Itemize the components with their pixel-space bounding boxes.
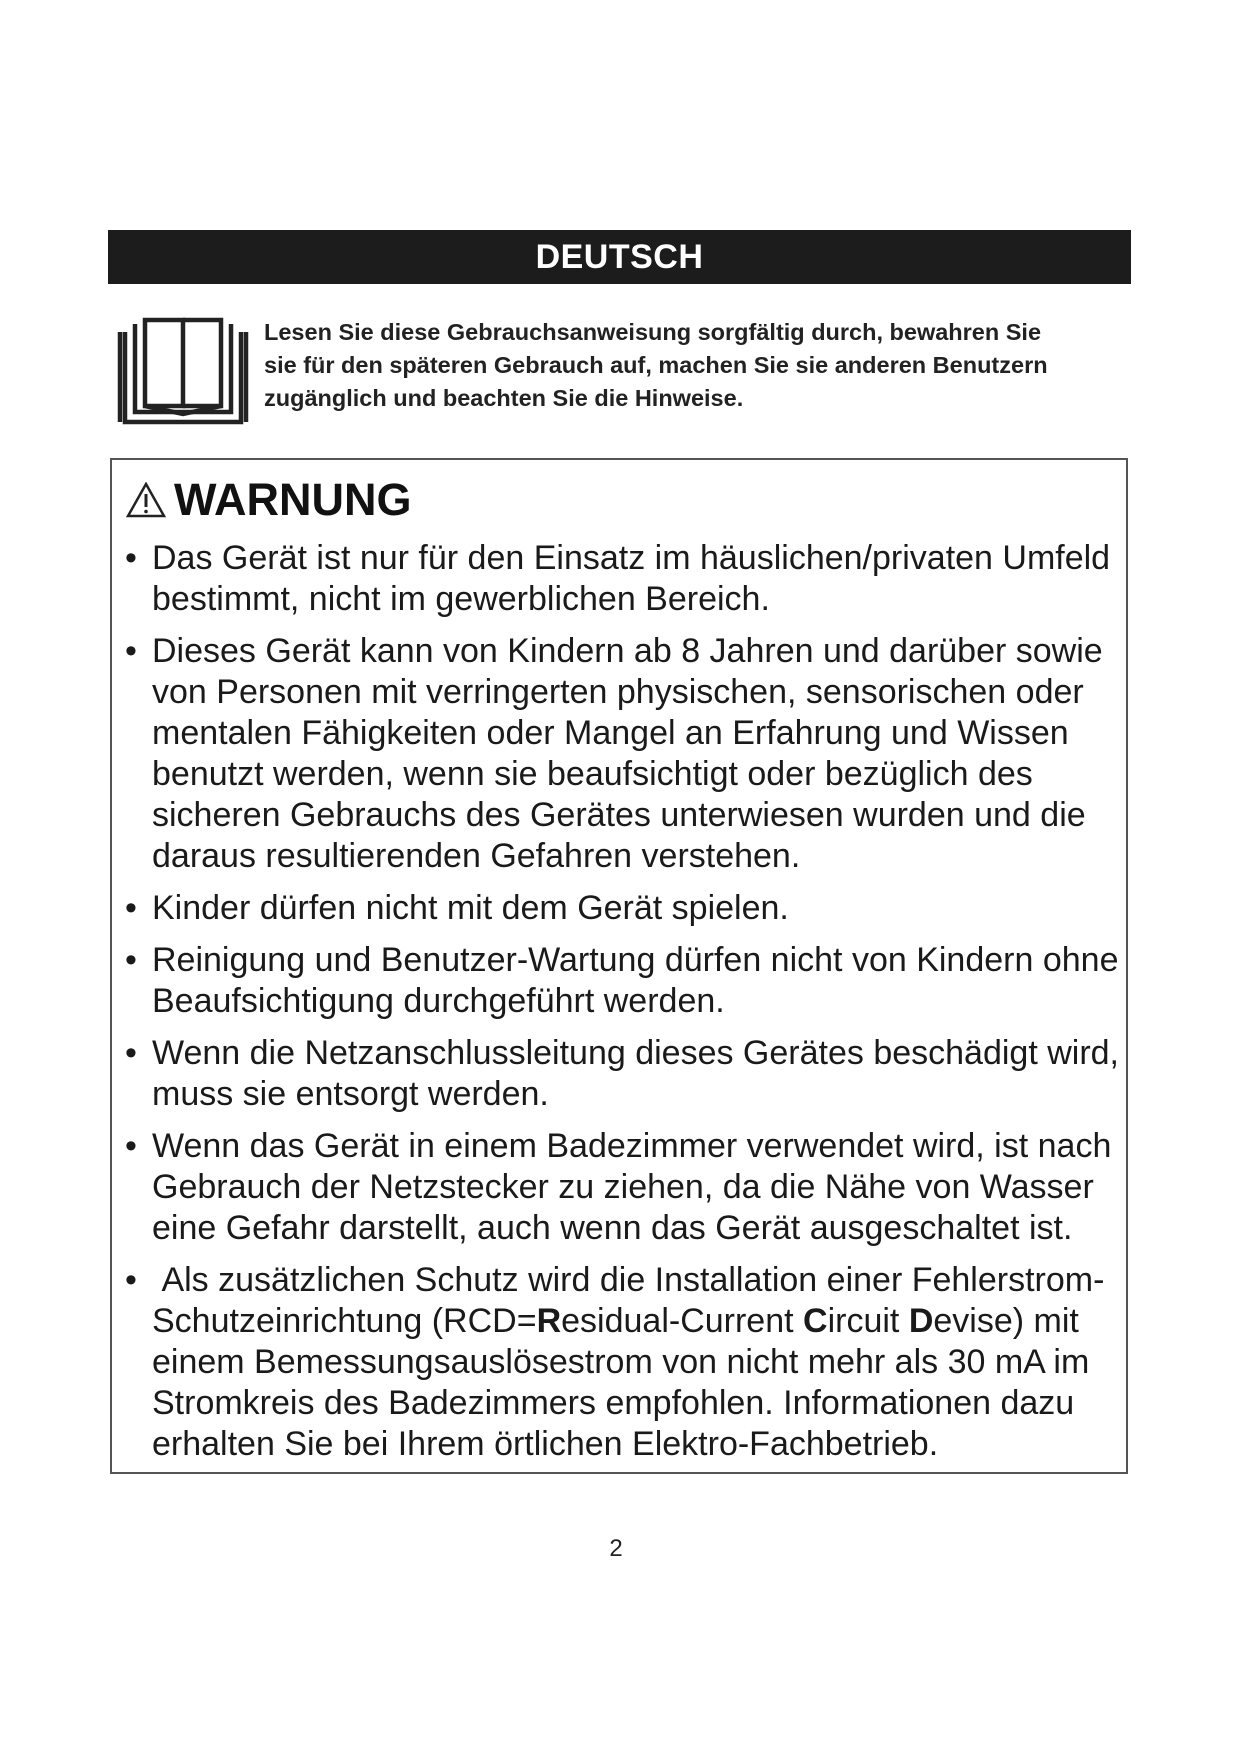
warning-item: • Wenn die Netzanschlussleitung dieses Gerätes beschädigt wird, muss sie entsorgt werden. <box>125 1034 1120 1113</box>
warning-item: • Reinigung und Benutzer-Wartung dürfen nicht von Kindern ohne Beaufsichtigung durchgeführt werden. <box>125 941 1119 1020</box>
intro-line: sie für den späteren Gebrauch auf, machen Sie sie anderen Benutzern <box>264 352 1048 378</box>
warning-item: • Dieses Gerät kann von Kindern ab 8 Jahren und darüber sowie von Personen mit verringerten physischen, sensorischen oder mentalen Fähigkeiten oder Mangel an Erfahrung und Wissen benutzt werden, wenn sie beaufsichtigt oder bezüglich des sicheren Gebrauchs des Gerätes unterwiesen wurden und die daraus resultierenden Gefahren verstehen. <box>125 632 1103 875</box>
warning-title: WARNUNG <box>174 474 412 525</box>
warning-item: • Kinder dürfen nicht mit dem Gerät spielen. <box>125 889 789 927</box>
bullet: • <box>125 1261 137 1299</box>
warning-item-rcd <box>124 1260 1124 1465</box>
language-title: DEUTSCH <box>535 237 704 276</box>
bullet: • <box>125 941 137 979</box>
intro-line: zugänglich und beachten Sie die Hinweise. <box>264 385 744 411</box>
warning-item: • Das Gerät ist nur für den Einsatz im häuslichen/privaten Umfeld bestimmt, nicht im gewerblichen Bereich. <box>125 539 1111 618</box>
bullet: • <box>125 1127 137 1165</box>
warning-item: • Wenn das Gerät in einem Badezimmer verwendet wird, ist nach Gebrauch der Netzstecker zu ziehen, da die Nähe von Wasser eine Gefahr darstellt, auch wenn das Gerät ausgeschaltet ist. <box>125 1127 1112 1247</box>
language-header <box>108 230 1131 284</box>
bullet: • <box>125 1034 137 1072</box>
warning-list <box>124 538 1124 1476</box>
intro-text <box>264 316 1132 415</box>
bullet: • <box>125 632 137 670</box>
bullet: • <box>125 889 137 927</box>
open-book-icon <box>117 314 249 426</box>
intro-line: Lesen Sie diese Gebrauchsanweisung sorgfältig durch, bewahren Sie <box>264 319 1042 345</box>
rcd-text: Als zusätzlichen Schutz wird die Installation einer Fehlerstrom-Schutzeinrichtung (RCD=Residual-Current Circuit Devise) mit einem Bemessungsauslösestrom von nicht mehr als 30 mA im Stromkreis des Badezimmers empfohlen. Informationen dazu erhalten Sie bei Ihrem örtlichen Elektro-Fachbetrieb. <box>152 1261 1105 1463</box>
warning-heading <box>126 472 411 528</box>
warning-box <box>110 458 1128 1474</box>
page-number: 2 <box>609 1535 623 1562</box>
warning-triangle-icon <box>126 482 166 518</box>
intro-notice <box>112 312 1132 432</box>
bullet: • <box>125 539 137 577</box>
